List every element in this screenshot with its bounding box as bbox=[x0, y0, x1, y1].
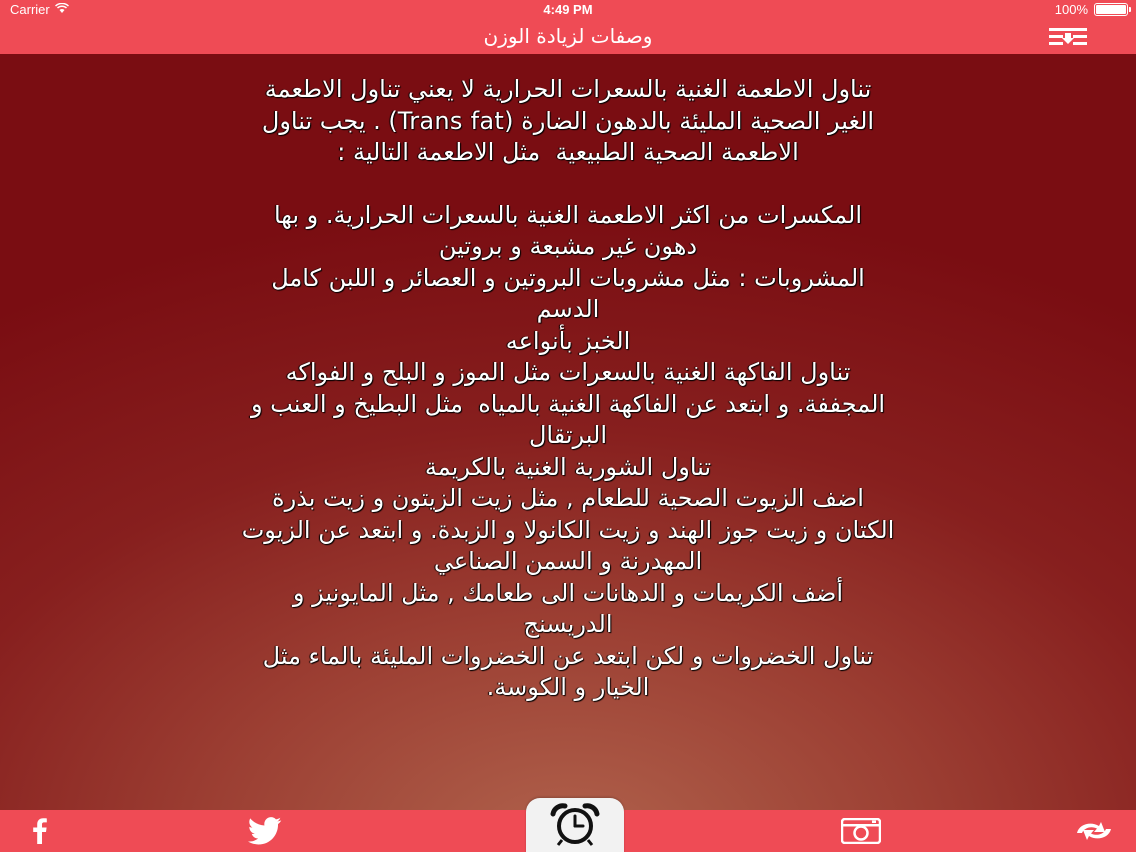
intro-line: الغير الصحية المليئة بالدهون الضارة (Trans fat) . يجب تناول bbox=[261, 106, 875, 135]
download-list-button[interactable] bbox=[1048, 26, 1088, 48]
intro-line: الاطعمة الصحية الطبيعية مثل الاطعمة التالية : bbox=[337, 138, 799, 166]
tab-bar bbox=[0, 810, 1136, 852]
list-item: تناول الخضروات و لكن ابتعد عن الخضروات المليئة بالماء مثل bbox=[262, 641, 874, 670]
list-item: المكسرات من اكثر الاطعمة الغنية بالسعرات الحرارية. و بها bbox=[273, 200, 863, 229]
nav-bar bbox=[0, 18, 1136, 54]
list-item: البرتقال bbox=[528, 421, 608, 449]
list-item: تناول الفاكهة الغنية بالسعرات مثل الموز و البلح و الفواكه bbox=[285, 358, 851, 386]
twitter-button[interactable] bbox=[240, 816, 290, 846]
paragraph-gap bbox=[20, 169, 1116, 200]
alarm-clock-icon bbox=[548, 802, 602, 846]
clock-time: 4:49 PM bbox=[543, 1, 593, 17]
instagram-button[interactable] bbox=[840, 816, 882, 846]
battery-status bbox=[1055, 2, 1128, 17]
refresh-button[interactable] bbox=[1072, 816, 1116, 846]
intro-line: تناول الاطعمة الغنية بالسعرات الحرارية لا يعني تناول الاطعمة bbox=[264, 75, 872, 103]
list-item: تناول الشوربة الغنية بالكريمة bbox=[424, 452, 712, 481]
status-bar bbox=[0, 0, 1136, 18]
list-item: اضف الزيوت الصحية للطعام , مثل زيت الزيتون و زيت بذرة bbox=[272, 484, 864, 512]
list-item: الكتان و زيت جوز الهند و زيت الكانولا و الزبدة. و ابتعد عن الزيوت bbox=[241, 515, 895, 544]
carrier-label: Carrier bbox=[10, 1, 50, 17]
twitter-icon bbox=[241, 817, 289, 845]
instagram-icon bbox=[841, 818, 881, 844]
download-list-icon bbox=[1049, 27, 1087, 47]
battery-percent: 100% bbox=[1054, 2, 1088, 17]
list-item: المشروبات : مثل مشروبات البروتين و العصائر و اللبن كامل bbox=[271, 263, 865, 292]
facebook-icon bbox=[32, 818, 48, 844]
list-item: الخبز بأنواعه bbox=[505, 326, 631, 355]
article-text bbox=[20, 74, 1116, 704]
list-item: الدريسنج bbox=[523, 610, 613, 638]
list-item: دهون غير مشبعة و بروتين bbox=[438, 232, 698, 260]
list-item: الخيار و الكوسة. bbox=[486, 673, 650, 701]
refresh-icon bbox=[1073, 819, 1115, 843]
list-item: الدسم bbox=[536, 295, 600, 323]
list-item: أضف الكريمات و الدهانات الى طعامك , مثل المايونيز و bbox=[292, 578, 844, 607]
battery-icon bbox=[1094, 3, 1128, 16]
alarm-button[interactable] bbox=[526, 798, 624, 852]
page-title: وصفات لزيادة الوزن bbox=[483, 24, 653, 48]
list-item: المهدرنة و السمن الصناعي bbox=[433, 547, 703, 575]
facebook-button[interactable] bbox=[28, 816, 52, 846]
list-item: المجففة. و ابتعد عن الفاكهة الغنية بالمياه مثل البطيخ و العنب و bbox=[250, 389, 886, 418]
content-area[interactable] bbox=[0, 54, 1136, 810]
